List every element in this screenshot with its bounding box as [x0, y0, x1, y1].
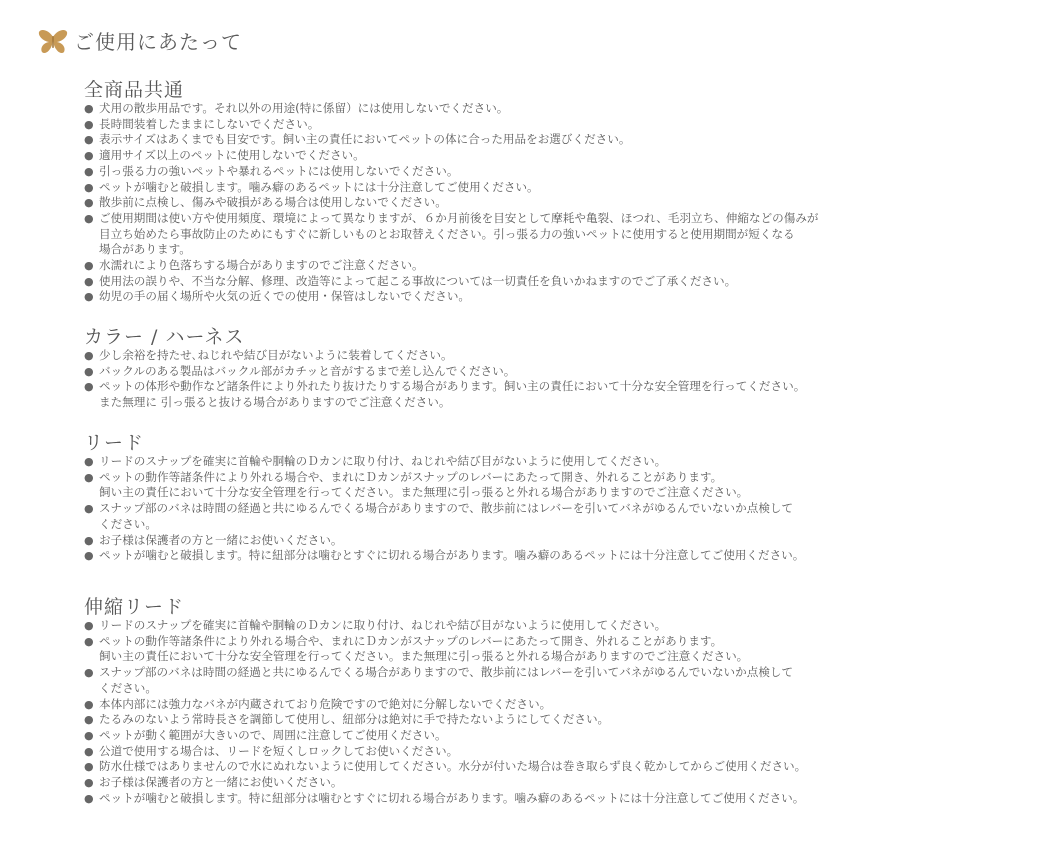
bullet-icon: ●	[84, 290, 94, 304]
page-title: ご使用にあたって	[74, 30, 242, 54]
notice-line: お子様は保護者の方と一緒にお使いください。	[99, 775, 343, 790]
notice-text	[99, 744, 458, 760]
section-title: カラー / ハーネス	[84, 326, 245, 348]
notice-line: スナップ部のバネは時間の経過と共にゆるんでくる場合がありますので、散歩前にはレバーを引いてバネがゆるんでいないか点検して	[99, 665, 794, 680]
bullet-icon: ●	[84, 666, 94, 680]
bullet-icon: ●	[84, 259, 94, 273]
notice-text	[99, 548, 804, 564]
bullet-icon: ●	[84, 102, 94, 115]
notice-line: ください。	[99, 516, 157, 531]
notice-list	[84, 101, 1024, 305]
notice-item	[84, 148, 1024, 164]
notice-line: たるみのないよう常時長さを調節して使用し、紐部分は絶対に手で持たないようにしてください。	[99, 712, 610, 727]
notice-line: 飼い主の責任において十分な安全管理を行ってください。また無理に引っ張ると外れる場合がありますのでご注意ください。	[99, 485, 749, 500]
bullet-icon: ●	[84, 634, 94, 648]
notice-item	[84, 728, 1024, 744]
notice-item	[84, 744, 1024, 760]
notice-text	[99, 195, 447, 211]
notice-line: 防水仕様ではありませんので水にぬれないように使用してください。水分が付いた場合は巻き取らず良く乾かしてからご使用ください。	[99, 759, 807, 774]
notice-item	[84, 665, 1024, 696]
notice-item	[84, 258, 1024, 274]
notice-line: 少し余裕を持たせ､ねじれや結び目がないように装着してください。	[99, 348, 453, 362]
bullet-icon: ●	[84, 117, 94, 131]
section-all-products	[84, 79, 1024, 305]
bullet-icon: ●	[84, 697, 94, 711]
notice-item	[84, 195, 1024, 211]
notice-line: 飼い主の責任において十分な安全管理を行ってください。また無理に引っ張ると外れる場合がありますのでご注意ください。	[99, 649, 749, 664]
notice-line: バックルのある製品はバックル部がカチッと音がするまで差し込んでください。	[99, 363, 516, 378]
notice-item	[84, 379, 1024, 410]
bullet-icon: ●	[84, 760, 94, 774]
section-title: リード	[84, 432, 145, 454]
notice-item	[84, 164, 1024, 180]
notice-text	[99, 379, 805, 410]
notice-line: ください。	[99, 680, 157, 695]
notice-item	[84, 712, 1024, 728]
bullet-icon: ●	[84, 502, 94, 516]
notice-item	[84, 101, 1024, 117]
section-retractable-lead	[84, 596, 1024, 806]
bullet-icon: ●	[84, 180, 94, 194]
notice-line: リードのスナップを確実に首輪や胴輪のＤカンに取り付け、ねじれや結び目がないように使用してください。	[99, 454, 667, 468]
notice-text	[99, 775, 342, 791]
bullet-icon: ●	[84, 744, 94, 758]
notice-text	[99, 148, 365, 164]
bullet-icon: ●	[84, 380, 94, 394]
bullet-icon: ●	[84, 349, 94, 362]
notice-line: 表示サイズはあくまでも目安です。飼い主の責任においてペットの体に合った用品をお選びください。	[99, 132, 631, 147]
notice-line: 幼児の手の届く場所や火気の近くでの使用・保管はしないでください。	[99, 289, 471, 304]
bullet-icon: ●	[84, 133, 94, 147]
butterfly-icon	[38, 28, 68, 56]
notice-item	[84, 533, 1024, 549]
notice-line: ペットの動作等諸条件により外れる場合や、まれにＤカンがスナップのレバーにあたって開き、外れることがあります。	[99, 469, 723, 484]
notice-line: ペットが噛むと破損します。特に紐部分は噛むとすぐに切れる場合があります。噛み癖のあるペットには十分注意してご使用ください。	[99, 790, 805, 805]
notice-text	[99, 211, 819, 258]
notice-text	[99, 101, 508, 117]
notice-item	[84, 759, 1024, 775]
notice-text	[99, 665, 793, 696]
notice-item	[84, 697, 1024, 713]
notice-line: ペットが噛むと破損します。噛み癖のあるペットには十分注意してご使用ください。	[99, 179, 539, 194]
notice-line: リードのスナップを確実に首輪や胴輪のＤカンに取り付け、ねじれや結び目がないように使用してください。	[99, 618, 667, 632]
bullet-icon: ●	[84, 791, 94, 805]
section-lead	[84, 432, 1024, 564]
notice-text	[99, 728, 447, 744]
notice-text	[99, 164, 458, 180]
notice-text	[99, 117, 319, 133]
notice-item	[84, 618, 1024, 634]
notice-line: スナップ部のバネは時間の経過と共にゆるんでくる場合がありますので、散歩前にはレバーを引いてバネがゆるんでいないか点検して	[99, 501, 794, 516]
notice-line: また無理に 引っ張ると抜ける場合がありますのでご注意ください。	[99, 395, 451, 410]
notice-item	[84, 548, 1024, 564]
notice-text	[99, 274, 736, 290]
notice-line: 目立ち始めたら事故防止のためにもすぐに新しいものとお取替えください。引っ張る力の強いペットに使用すると使用期間が短くなる	[99, 226, 795, 241]
notice-item	[84, 775, 1024, 791]
bullet-icon: ●	[84, 211, 94, 225]
notice-text	[99, 258, 424, 274]
notice-line: 適用サイズ以上のペットに使用しないでください。	[99, 148, 365, 163]
notice-item	[84, 348, 1024, 364]
notice-text	[99, 470, 748, 501]
section-title: 全商品共通	[84, 79, 185, 101]
notice-line: 引っ張る力の強いペットや暴れるペットには使用しないでください。	[99, 163, 459, 178]
notice-text	[99, 759, 806, 775]
bullet-icon: ●	[84, 713, 94, 727]
bullet-icon: ●	[84, 274, 94, 288]
notice-text	[99, 618, 666, 634]
notice-item	[84, 501, 1024, 532]
notice-item	[84, 454, 1024, 470]
bullet-icon: ●	[84, 776, 94, 790]
notice-item	[84, 180, 1024, 196]
notice-line: ペットが動く範囲が大きいので、周囲に注意してご使用ください。	[99, 727, 447, 742]
section-collar-harness	[84, 326, 1024, 411]
bullet-icon: ●	[84, 164, 94, 178]
notice-line: 犬用の散歩用品です。それ以外の用途(特に係留）には使用しないでください。	[99, 101, 509, 115]
header	[38, 28, 242, 56]
notice-item	[84, 274, 1024, 290]
section-title: 伸縮リード	[84, 596, 185, 618]
notice-list	[84, 348, 1024, 411]
notice-text	[99, 132, 630, 148]
notice-line: ペットの動作等諸条件により外れる場合や、まれにＤカンがスナップのレバーにあたって開き、外れることがあります。	[99, 633, 723, 648]
notice-text	[99, 289, 470, 305]
bullet-icon: ●	[84, 364, 94, 378]
bullet-icon: ●	[84, 533, 94, 547]
notice-list	[84, 618, 1024, 806]
bullet-icon: ●	[84, 196, 94, 210]
notice-text	[99, 712, 609, 728]
notice-line: 長時間装着したままにしないでください。	[99, 116, 320, 131]
notice-text	[99, 533, 342, 549]
notice-list	[84, 454, 1024, 564]
notice-text	[99, 634, 748, 665]
notice-item	[84, 634, 1024, 665]
notice-item	[84, 364, 1024, 380]
notice-item	[84, 791, 1024, 807]
bullet-icon: ●	[84, 470, 94, 484]
bullet-icon: ●	[84, 149, 94, 163]
notice-item	[84, 211, 1024, 258]
notice-line: 本体内部には強力なバネが内蔵されており危険ですので絶対に分解しないでください。	[99, 696, 552, 711]
notice-text	[99, 180, 539, 196]
notice-line: 公道で使用する場合は、リードを短くしロックしてお使いください。	[99, 743, 459, 758]
notice-line: お子様は保護者の方と一緒にお使いください。	[99, 532, 343, 547]
notice-line: 場合があります。	[99, 242, 191, 257]
notice-line: ペットが噛むと破損します。特に紐部分は噛むとすぐに切れる場合があります。噛み癖のあるペットには十分注意してご使用ください。	[99, 548, 805, 563]
bullet-icon: ●	[84, 619, 94, 632]
notice-text	[99, 791, 804, 807]
notice-item	[84, 289, 1024, 305]
notice-line: ご使用期間は使い方や使用頻度、環境によって異なりますが、６か月前後を目安として摩耗や亀裂、ほつれ、毛羽立ち、伸縮などの傷みが	[99, 210, 819, 225]
notice-line: 水濡れにより色落ちする場合がありますのでご注意ください。	[99, 258, 424, 273]
bullet-icon: ●	[84, 549, 94, 563]
notice-text	[99, 364, 515, 380]
notice-line: 使用法の誤りや、不当な分解、修理、改造等によって起こる事故については一切責任を負いかねますのでご了承ください。	[99, 273, 737, 288]
notice-text	[99, 348, 453, 364]
notice-line: ペットの体形や動作など諸条件により外れたり抜けたりする場合があります。飼い主の責任において十分な安全管理を行ってください。	[99, 379, 806, 394]
bullet-icon: ●	[84, 455, 94, 468]
notice-text	[99, 697, 551, 713]
notice-item	[84, 132, 1024, 148]
notice-item	[84, 470, 1024, 501]
notice-item	[84, 117, 1024, 133]
notice-text	[99, 454, 666, 470]
bullet-icon: ●	[84, 728, 94, 742]
notice-line: 散歩前に点検し、傷みや破損がある場合は使用しないでください。	[99, 195, 447, 210]
notice-text	[99, 501, 793, 532]
